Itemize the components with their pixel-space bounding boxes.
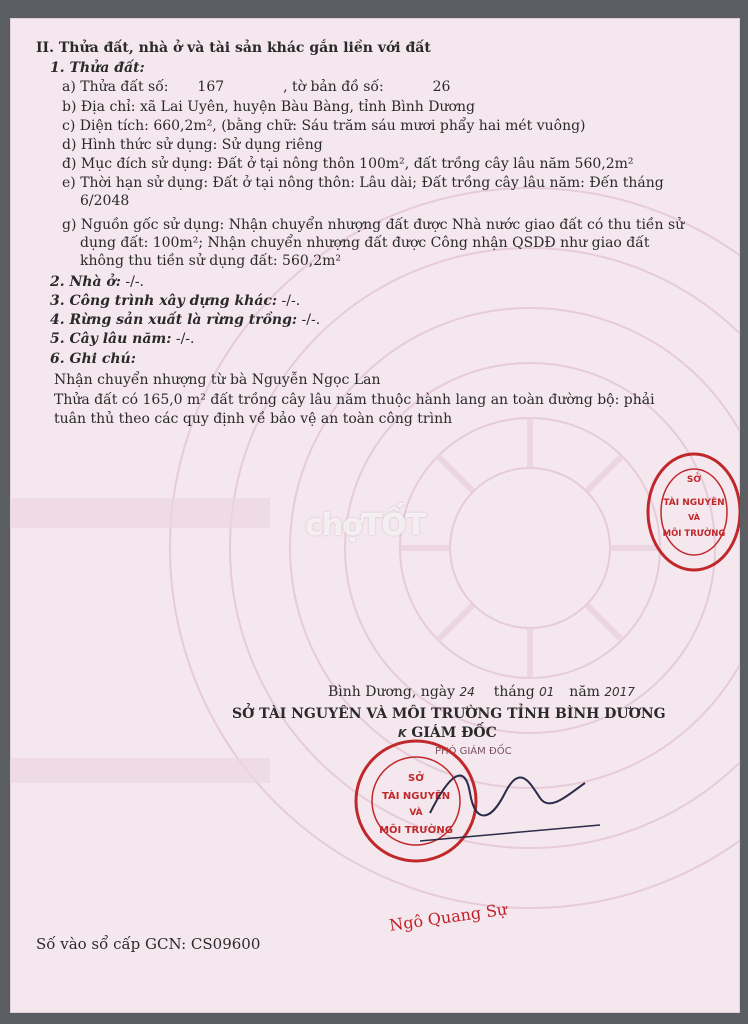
- forest-value: -/-.: [301, 312, 321, 328]
- date-line: [328, 684, 635, 701]
- construction-value: -/-.: [281, 293, 301, 309]
- main-stamp-line4: MÔI TRƯỜNG: [379, 825, 453, 836]
- director-prefix: K: [398, 727, 407, 740]
- forest-label: 4. Rừng sản xuất là rừng trồng:: [50, 312, 298, 328]
- date-year: 2017: [604, 685, 635, 699]
- usage-form-line: d) Hình thức sử dụng: Sử dụng riêng: [62, 137, 323, 153]
- notes-line-2: Thửa đất có 165,0 m² đất trồng cây lâu năm thuộc hành lang an toàn đường bộ: phải: [54, 392, 655, 408]
- date-month: 01: [539, 685, 555, 699]
- parcel-label: a) Thửa đất số:: [62, 79, 169, 95]
- house-label: 2. Nhà ở:: [50, 274, 121, 290]
- address-line: b) Địa chỉ: xã Lai Uyên, huyện Bàu Bàng, tỉnh Bình Dương: [62, 99, 475, 115]
- origin-line-2: dụng đất: 100m²; Nhận chuyển nhượng đất được Công nhận QSDĐ như giao đất: [80, 235, 650, 251]
- main-stamp-line1: SỞ: [408, 773, 424, 784]
- house-value: -/-.: [125, 274, 145, 290]
- side-stamp-line2: TÀI NGUYÊN: [663, 498, 725, 508]
- signature: [410, 753, 610, 843]
- map-label: , tờ bản đồ số:: [283, 79, 384, 95]
- authority-name: SỞ TÀI NGUYÊN VÀ MÔI TRƯỜNG TỈNH BÌNH DƯƠNG: [232, 706, 666, 722]
- term-line-1: e) Thời hạn sử dụng: Đất ở tại nông thôn: Lâu dài; Đất trồng cây lâu năm: Đến tháng: [62, 175, 664, 191]
- date-year-label: năm: [569, 684, 600, 700]
- chotot-watermark: chợTỐT: [305, 508, 426, 543]
- date-prefix: Bình Dương, ngày: [328, 684, 456, 700]
- construction-label: 3. Công trình xây dựng khác:: [50, 293, 278, 309]
- date-day: 24: [459, 685, 475, 699]
- section-title: II. Thửa đất, nhà ở và tài sản khác gắn liền với đất: [36, 40, 431, 56]
- side-stamp-line3: VÀ: [688, 513, 700, 522]
- area-line: c) Diện tích: 660,2m², (bằng chữ: Sáu trăm sáu mươi phẩy hai mét vuông): [62, 118, 586, 134]
- certificate-page: [10, 18, 740, 1013]
- director-title: GIÁM ĐỐC: [411, 725, 497, 741]
- trees-label: 5. Cây lâu năm:: [50, 331, 172, 347]
- origin-line-1: g) Nguồn gốc sử dụng: Nhận chuyển nhượng đất được Nhà nước giao đất có thu tiền sử: [62, 217, 685, 233]
- cert-number: Số vào sổ cấp GCN: CS09600: [36, 935, 261, 953]
- land-heading: 1. Thửa đất:: [50, 60, 145, 76]
- main-stamp-line2: TÀI NGUYÊN: [381, 791, 451, 802]
- forest-row: [50, 312, 320, 329]
- notes-label: 6. Ghi chú:: [50, 351, 136, 367]
- parcel-row: [62, 79, 450, 96]
- map-number: 26: [432, 79, 451, 95]
- notes-line-1: Nhận chuyển nhượng từ bà Nguyễn Ngọc Lan: [54, 372, 381, 388]
- notes-line-3: tuân thủ theo các quy định về bảo vệ an toàn công trình: [54, 411, 453, 427]
- origin-line-3: không thu tiền sử dụng đất: 560,2m²: [80, 253, 342, 269]
- house-row: [50, 274, 144, 291]
- main-stamp-line3: VÀ: [409, 808, 423, 818]
- side-stamp-line4: MÔI TRƯỜNG: [662, 529, 726, 539]
- purpose-line: đ) Mục đích sử dụng: Đất ở tại nông thôn 100m², đất trồng cây lâu năm 560,2m²: [62, 156, 634, 172]
- trees-row: [50, 331, 194, 348]
- parcel-number: 167: [197, 79, 225, 95]
- side-stamp: [642, 450, 740, 575]
- construction-row: [50, 293, 300, 310]
- deputy-title: PHÓ GIÁM ĐỐC: [435, 746, 512, 757]
- signer-name: Ngô Quang Sự: [388, 899, 509, 935]
- side-stamp-line1: SỞ: [686, 475, 702, 485]
- trees-value: -/-.: [175, 331, 195, 347]
- date-month-label: tháng: [493, 684, 535, 700]
- term-line-2: 6/2048: [80, 193, 130, 209]
